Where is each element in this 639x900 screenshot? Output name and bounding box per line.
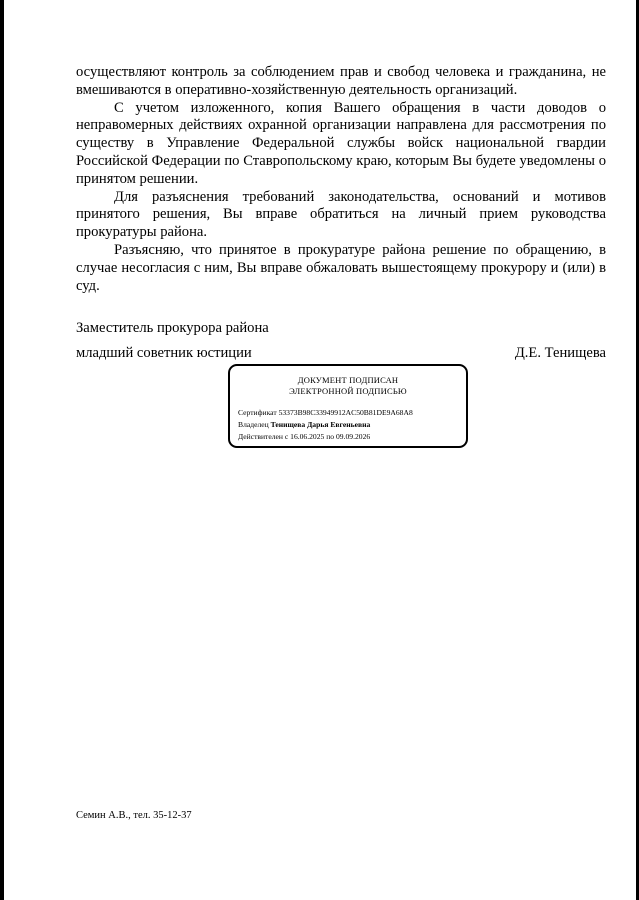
stamp-title	[230, 375, 466, 397]
signer-position-title: Заместитель прокурора района	[76, 320, 269, 336]
letter-body	[76, 64, 606, 295]
paragraph-1: осуществляют контроль за соблюдением прав и свобод человека и гражданина, не вмешиваются в оперативно-хозяйственную деятельность организаций.	[76, 64, 606, 98]
executor-contact: Семин А.В., тел. 35-12-37	[76, 810, 192, 821]
signer-rank: младший советник юстиции	[76, 345, 252, 361]
stamp-valid-label: Действителен с	[238, 432, 289, 441]
stamp-certificate-label: Сертификат	[238, 408, 277, 417]
stamp-certificate-value: 53373B98C33949912AC50B81DE9A68A8	[278, 408, 413, 417]
paragraph-3: Для разъяснения требований законодательства, оснований и мотивов принятого решения, Вы вправе обратиться на личный прием руководства прокуратуры района.	[76, 188, 606, 241]
stamp-owner-value: Тенищева Дарья Евгеньевна	[270, 420, 371, 429]
stamp-title-line1: ДОКУМЕНТ ПОДПИСАН	[297, 375, 399, 385]
signer-name: Д.Е. Тенищева	[514, 345, 606, 361]
page-border-left	[0, 0, 4, 900]
paragraph-4: Разъясняю, что принятое в прокуратуре района решение по обращению, в случае несогласия с ним, Вы вправе обжаловать вышестоящему прокурору и (или) в суд.	[76, 241, 606, 294]
stamp-owner-row	[238, 420, 370, 429]
stamp-valid-from: 16.06.2025	[290, 432, 325, 441]
stamp-title-line2: ЭЛЕКТРОННОЙ ПОДПИСЬЮ	[289, 386, 407, 396]
stamp-valid-to: 09.09.2026	[336, 432, 371, 441]
electronic-signature-stamp	[228, 364, 468, 448]
stamp-validity-row	[238, 432, 370, 441]
stamp-certificate-row	[238, 408, 413, 417]
paragraph-2: С учетом изложенного, копия Вашего обращения в части доводов о неправомерных действиях охранной организации направлена для рассмотрения по существу в Управление Федеральной службы войск национальной гвардии Российской Федерации по Ставропольскому краю, которым Вы будете уведомлены о принятом решении.	[76, 99, 606, 187]
stamp-owner-label: Владелец	[238, 420, 269, 429]
stamp-valid-to-label: по	[326, 432, 335, 441]
